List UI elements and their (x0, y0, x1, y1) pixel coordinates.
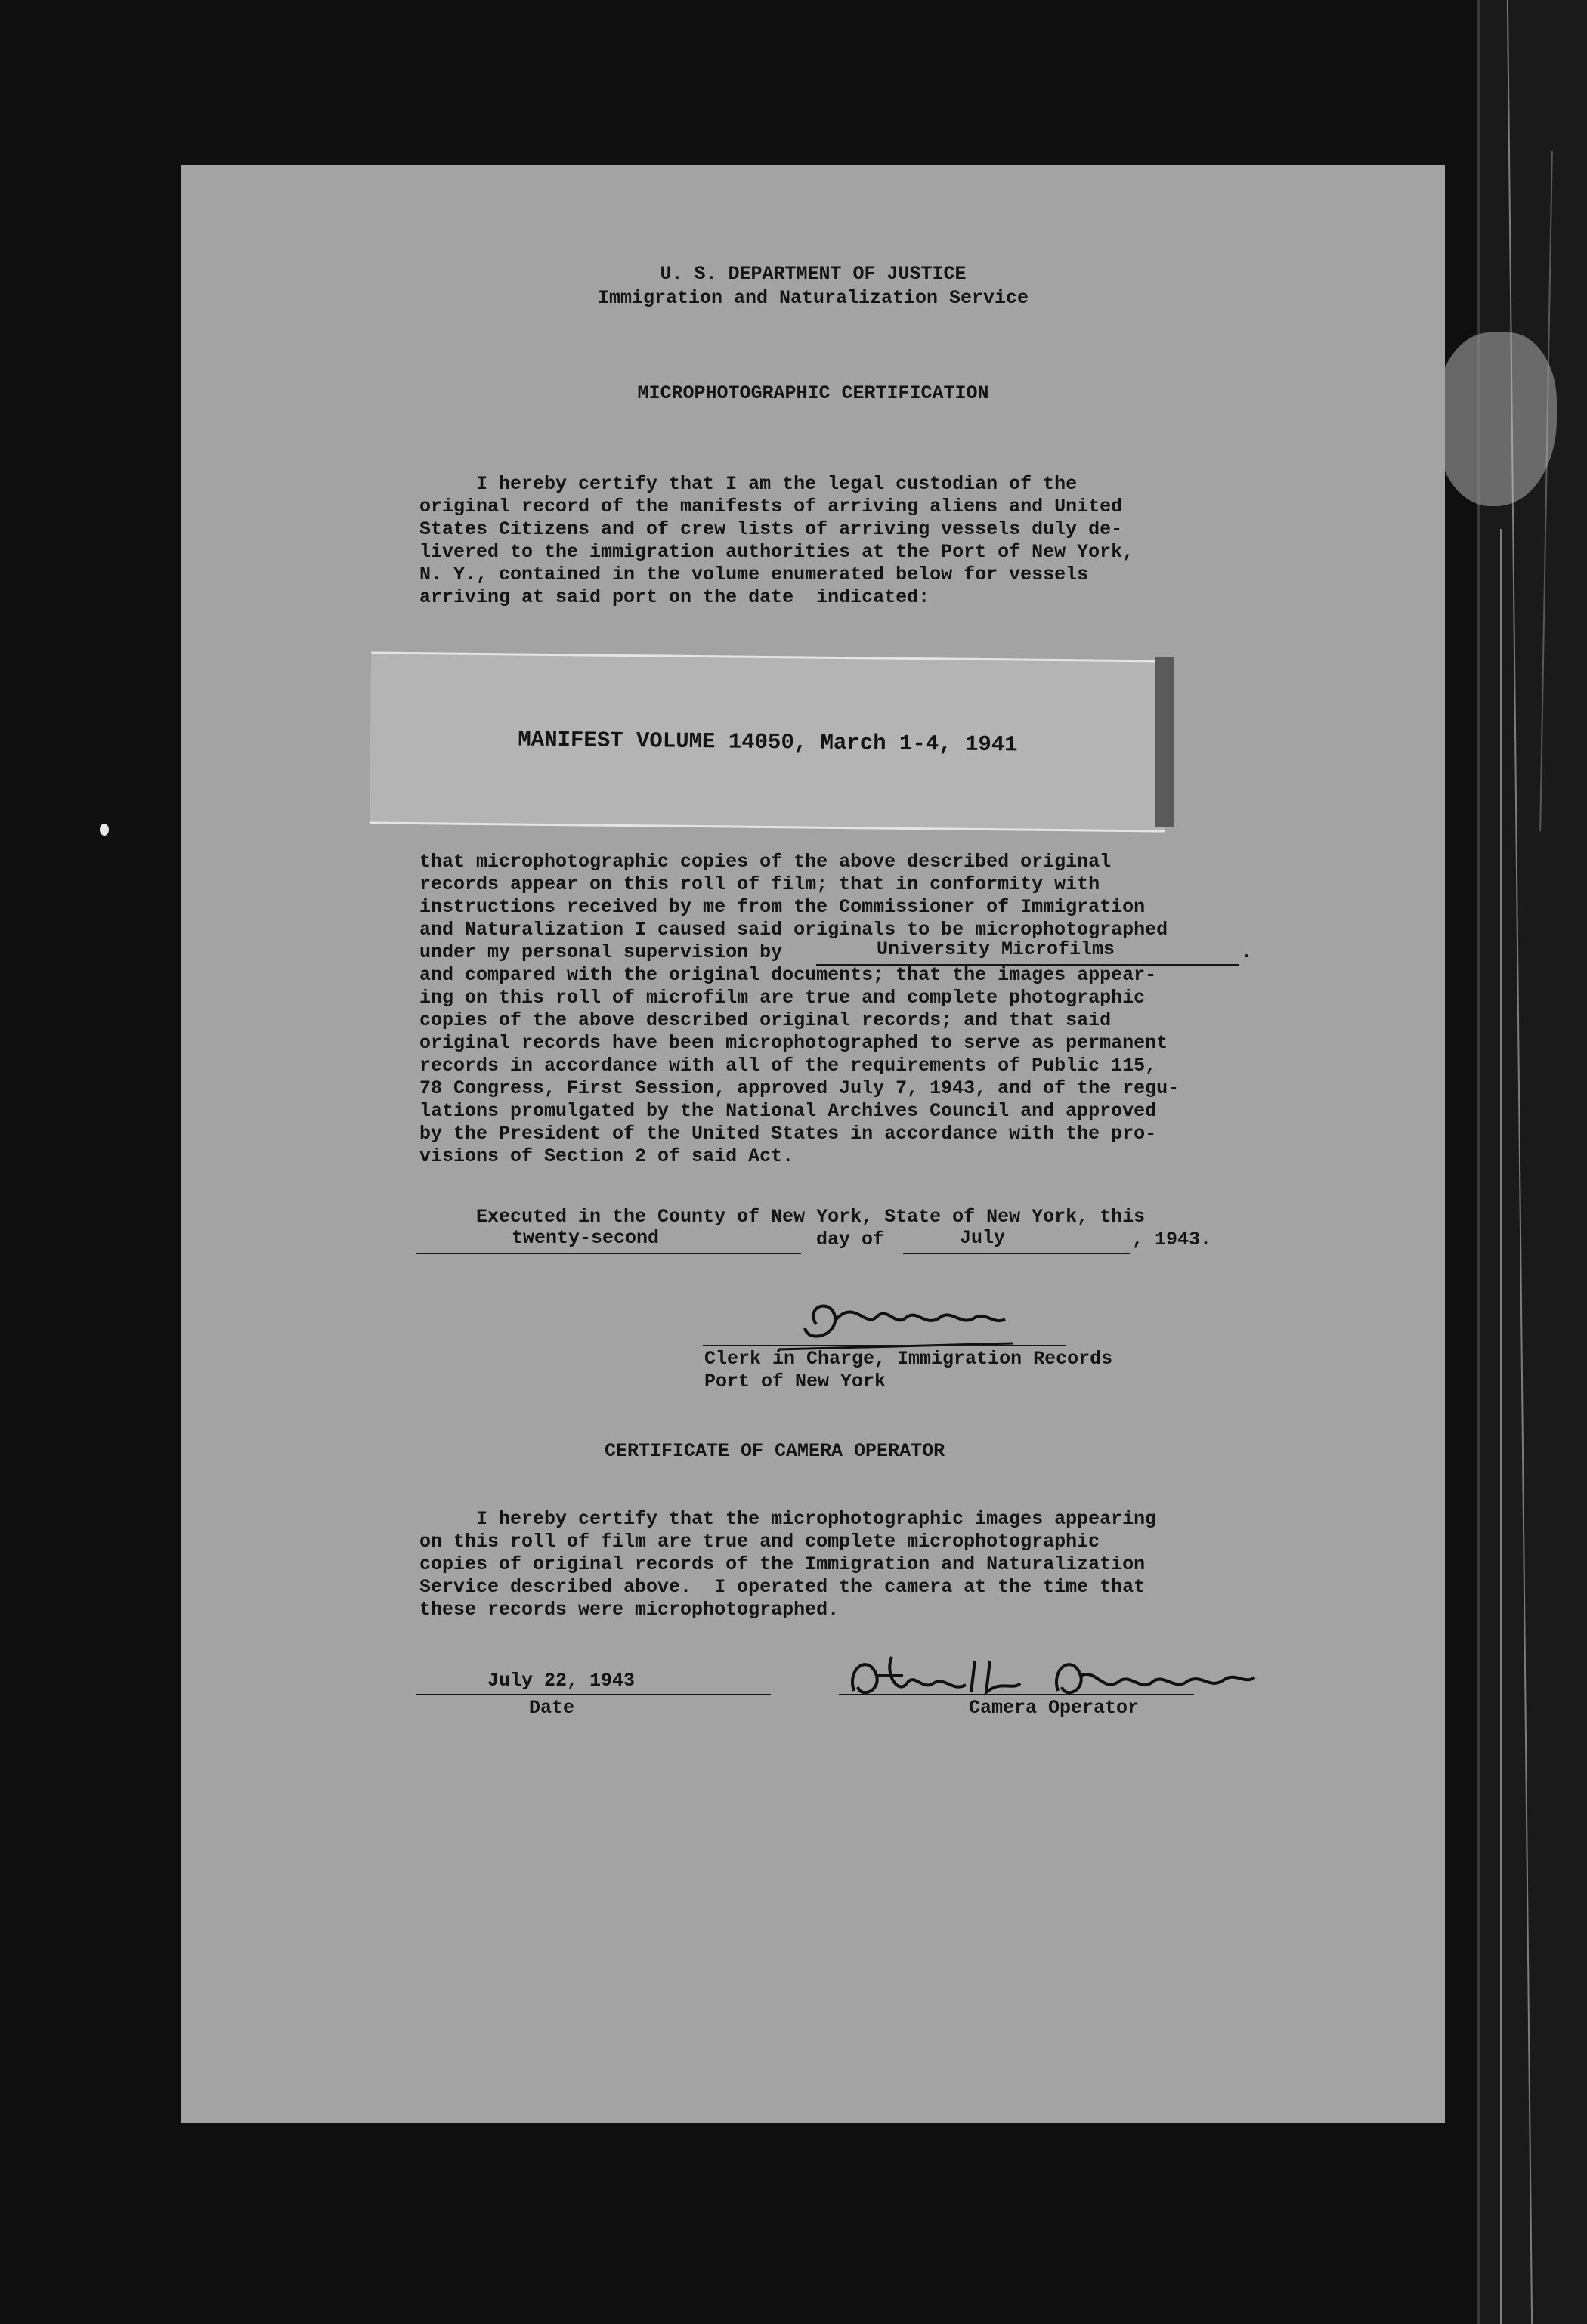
executed-line: Executed in the County of New York, State of New York, this (419, 1206, 1146, 1228)
paragraph-line: original record of the manifests of arriving aliens and United (419, 496, 1123, 518)
paragraph-line: original records have been microphotographed to serve as permanent (419, 1032, 1168, 1054)
paragraph-line: copies of original records of the Immigration and Naturalization (419, 1553, 1146, 1575)
paragraph-line: on this roll of film are true and complete microphotographic (419, 1531, 1100, 1553)
executed-year-value: , 1943. (1132, 1228, 1212, 1250)
paragraph-line: under my personal supervision by (419, 941, 783, 963)
paragraph-line: these records were microphotographed. (419, 1599, 840, 1621)
date-underline (416, 1694, 771, 1695)
department-header: U. S. DEPARTMENT OF JUSTICE (660, 263, 967, 285)
paragraph-line: ing on this roll of microfilm are true and complete photographic (419, 987, 1146, 1009)
camera-operator-label: Camera Operator (969, 1697, 1140, 1719)
paragraph-line: and compared with the original documents; that the images appear- (419, 964, 1157, 986)
supervisor-value: University Microfilms (877, 938, 1115, 960)
manifest-volume-slip (370, 651, 1166, 832)
executed-day-value: twenty-second (512, 1227, 660, 1249)
clerk-signature (763, 1283, 1035, 1358)
paragraph-line: arriving at said port on the date indicated: (419, 586, 930, 608)
film-speck (100, 824, 109, 836)
paragraph-line: lations promulgated by the National Archives Council and approved (419, 1100, 1157, 1122)
clerk-title: Clerk in Charge, Immigration Records (704, 1348, 1113, 1370)
film-damage-blob (1436, 332, 1557, 506)
paragraph-line: Service described above. I operated the camera at the time that (419, 1576, 1146, 1598)
clerk-signature-line (703, 1345, 1066, 1346)
paragraph-line: copies of the above described original records; and that said (419, 1009, 1112, 1031)
paragraph-line: livered to the immigration authorities at the Port of New York, (419, 541, 1134, 563)
supervisor-period: . (1241, 941, 1253, 963)
clerk-location: Port of New York (704, 1371, 886, 1392)
paragraph-line: by the President of the United States in accordance with the pro- (419, 1123, 1157, 1145)
executed-day-underline (416, 1253, 801, 1254)
manifest-volume-label: MANIFEST VOLUME 14050, March 1-4, 1941 (518, 727, 1018, 758)
paragraph-line: 78 Congress, First Session, approved July 7, 1943, and of the regu- (419, 1077, 1180, 1099)
executed-month-underline (903, 1253, 1130, 1254)
executed-month-value: July (960, 1227, 1006, 1249)
executed-day-of: day of (816, 1228, 885, 1250)
document-title: MICROPHOTOGRAPHIC CERTIFICATION (637, 382, 989, 404)
date-value: July 22, 1943 (487, 1670, 636, 1692)
paragraph-line: I hereby certify that I am the legal custodian of the (419, 473, 1078, 495)
paragraph-line: records in accordance with all of the requirements of Public 115, (419, 1055, 1157, 1077)
camera-certificate-heading: CERTIFICATE OF CAMERA OPERATOR (605, 1440, 945, 1462)
certificate-page (181, 165, 1445, 2123)
service-header: Immigration and Naturalization Service (597, 287, 1029, 309)
paragraph-line: visions of Section 2 of said Act. (419, 1145, 794, 1167)
paragraph-line: instructions received by me from the Commissioner of Immigration (419, 896, 1146, 918)
paragraph-line: States Citizens and of crew lists of arriving vessels duly de- (419, 518, 1123, 540)
film-scratch (1500, 529, 1502, 2324)
date-label: Date (529, 1697, 575, 1719)
paragraph-line: that microphotographic copies of the above described original (419, 851, 1112, 873)
camera-operator-line (839, 1694, 1194, 1695)
slip-shadow (1155, 657, 1174, 827)
paragraph-line: and Naturalization I caused said originals to be microphotographed (419, 919, 1168, 941)
paragraph-line: N. Y., contained in the volume enumerated below for vessels (419, 564, 1089, 586)
paragraph-line: I hereby certify that the microphotographic images appearing (419, 1508, 1157, 1530)
paragraph-line: records appear on this roll of film; that in conformity with (419, 873, 1100, 895)
